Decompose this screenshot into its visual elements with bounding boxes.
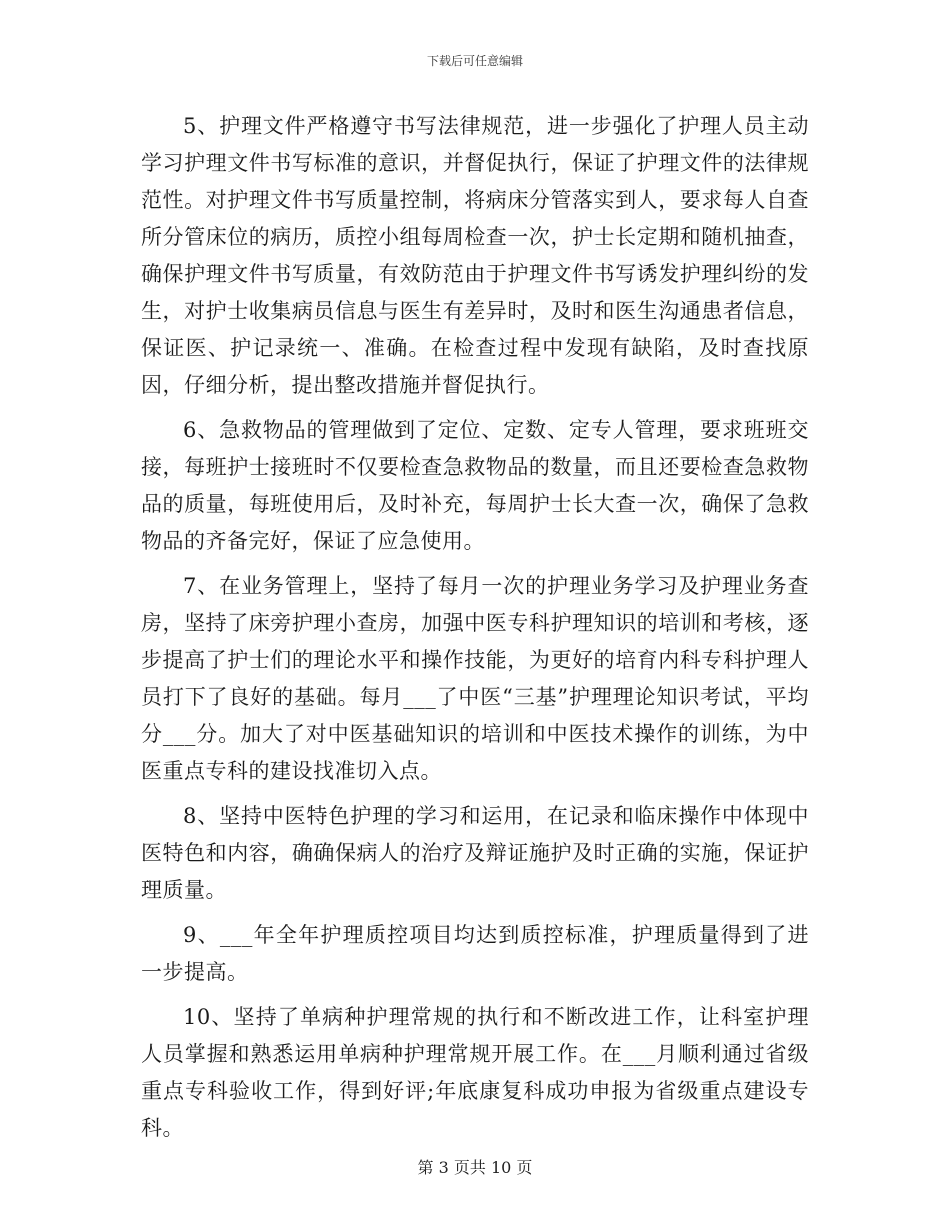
document-body: [141, 108, 809, 1155]
paragraph-item-7: 7、在业务管理上，坚持了每月一次的护理业务学习及护理业务查房，坚持了床旁护理小查房，加强中医专科护理知识的培训和考核，逐步提高了护士们的理论水平和操作技能，为更好的培育内科专科护理人员打下了良好的基础。每月___了中医“三基”护理理论知识考试，平均分___分。加大了对中医基础知识的培训和中医技术操作的训练，为中医重点专科的建设找准切入点。: [141, 574, 809, 783]
paragraph-item-8: 8、坚持中医特色护理的学习和运用，在记录和临床操作中体现中医特色和内容，确确保病人的治疗及辩证施护及时正确的实施，保证护理质量。: [141, 804, 809, 902]
paragraph-item-6: 6、急救物品的管理做到了定位、定数、定专人管理，要求班班交接，每班护士接班时不仅要检查急救物品的数量，而且还要检查急救物品的质量，每班使用后，及时补充，每周护士长大查一次，确保了急救物品的齐备完好，保证了应急使用。: [141, 418, 809, 553]
paragraph-item-5: 5、护理文件严格遵守书写法律规范，进一步强化了护理人员主动学习护理文件书写标准的意识，并督促执行，保证了护理文件的法律规范性。对护理文件书写质量控制，将病床分管落实到人，要求每人自查所分管床位的病历，质控小组每周检查一次，护士长定期和随机抽查，确保护理文件书写质量，有效防范由于护理文件书写诱发护理纠纷的发生，对护士收集病员信息与医生有差异时，及时和医生沟通患者信息，保证医、护记录统一、准确。在检查过程中发现有缺陷，及时查找原因，仔细分析，提出整改措施并督促执行。: [141, 114, 809, 397]
page-header-note: 下载后可任意编辑: [426, 54, 523, 68]
paragraph-item-9: 9、___年全年护理质控项目均达到质控标准，护理质量得到了进一步提高。: [141, 923, 809, 984]
page-number: 第 3 页共 10 页: [417, 1158, 533, 1177]
paragraph-item-10: 10、坚持了单病种护理常规的执行和不断改进工作，让科室护理人员掌握和熟悉运用单病种护理常规开展工作。在___月顺利通过省级重点专科验收工作，得到好评;年底康复科成功申报为省级重点建设专科。: [141, 1005, 809, 1140]
